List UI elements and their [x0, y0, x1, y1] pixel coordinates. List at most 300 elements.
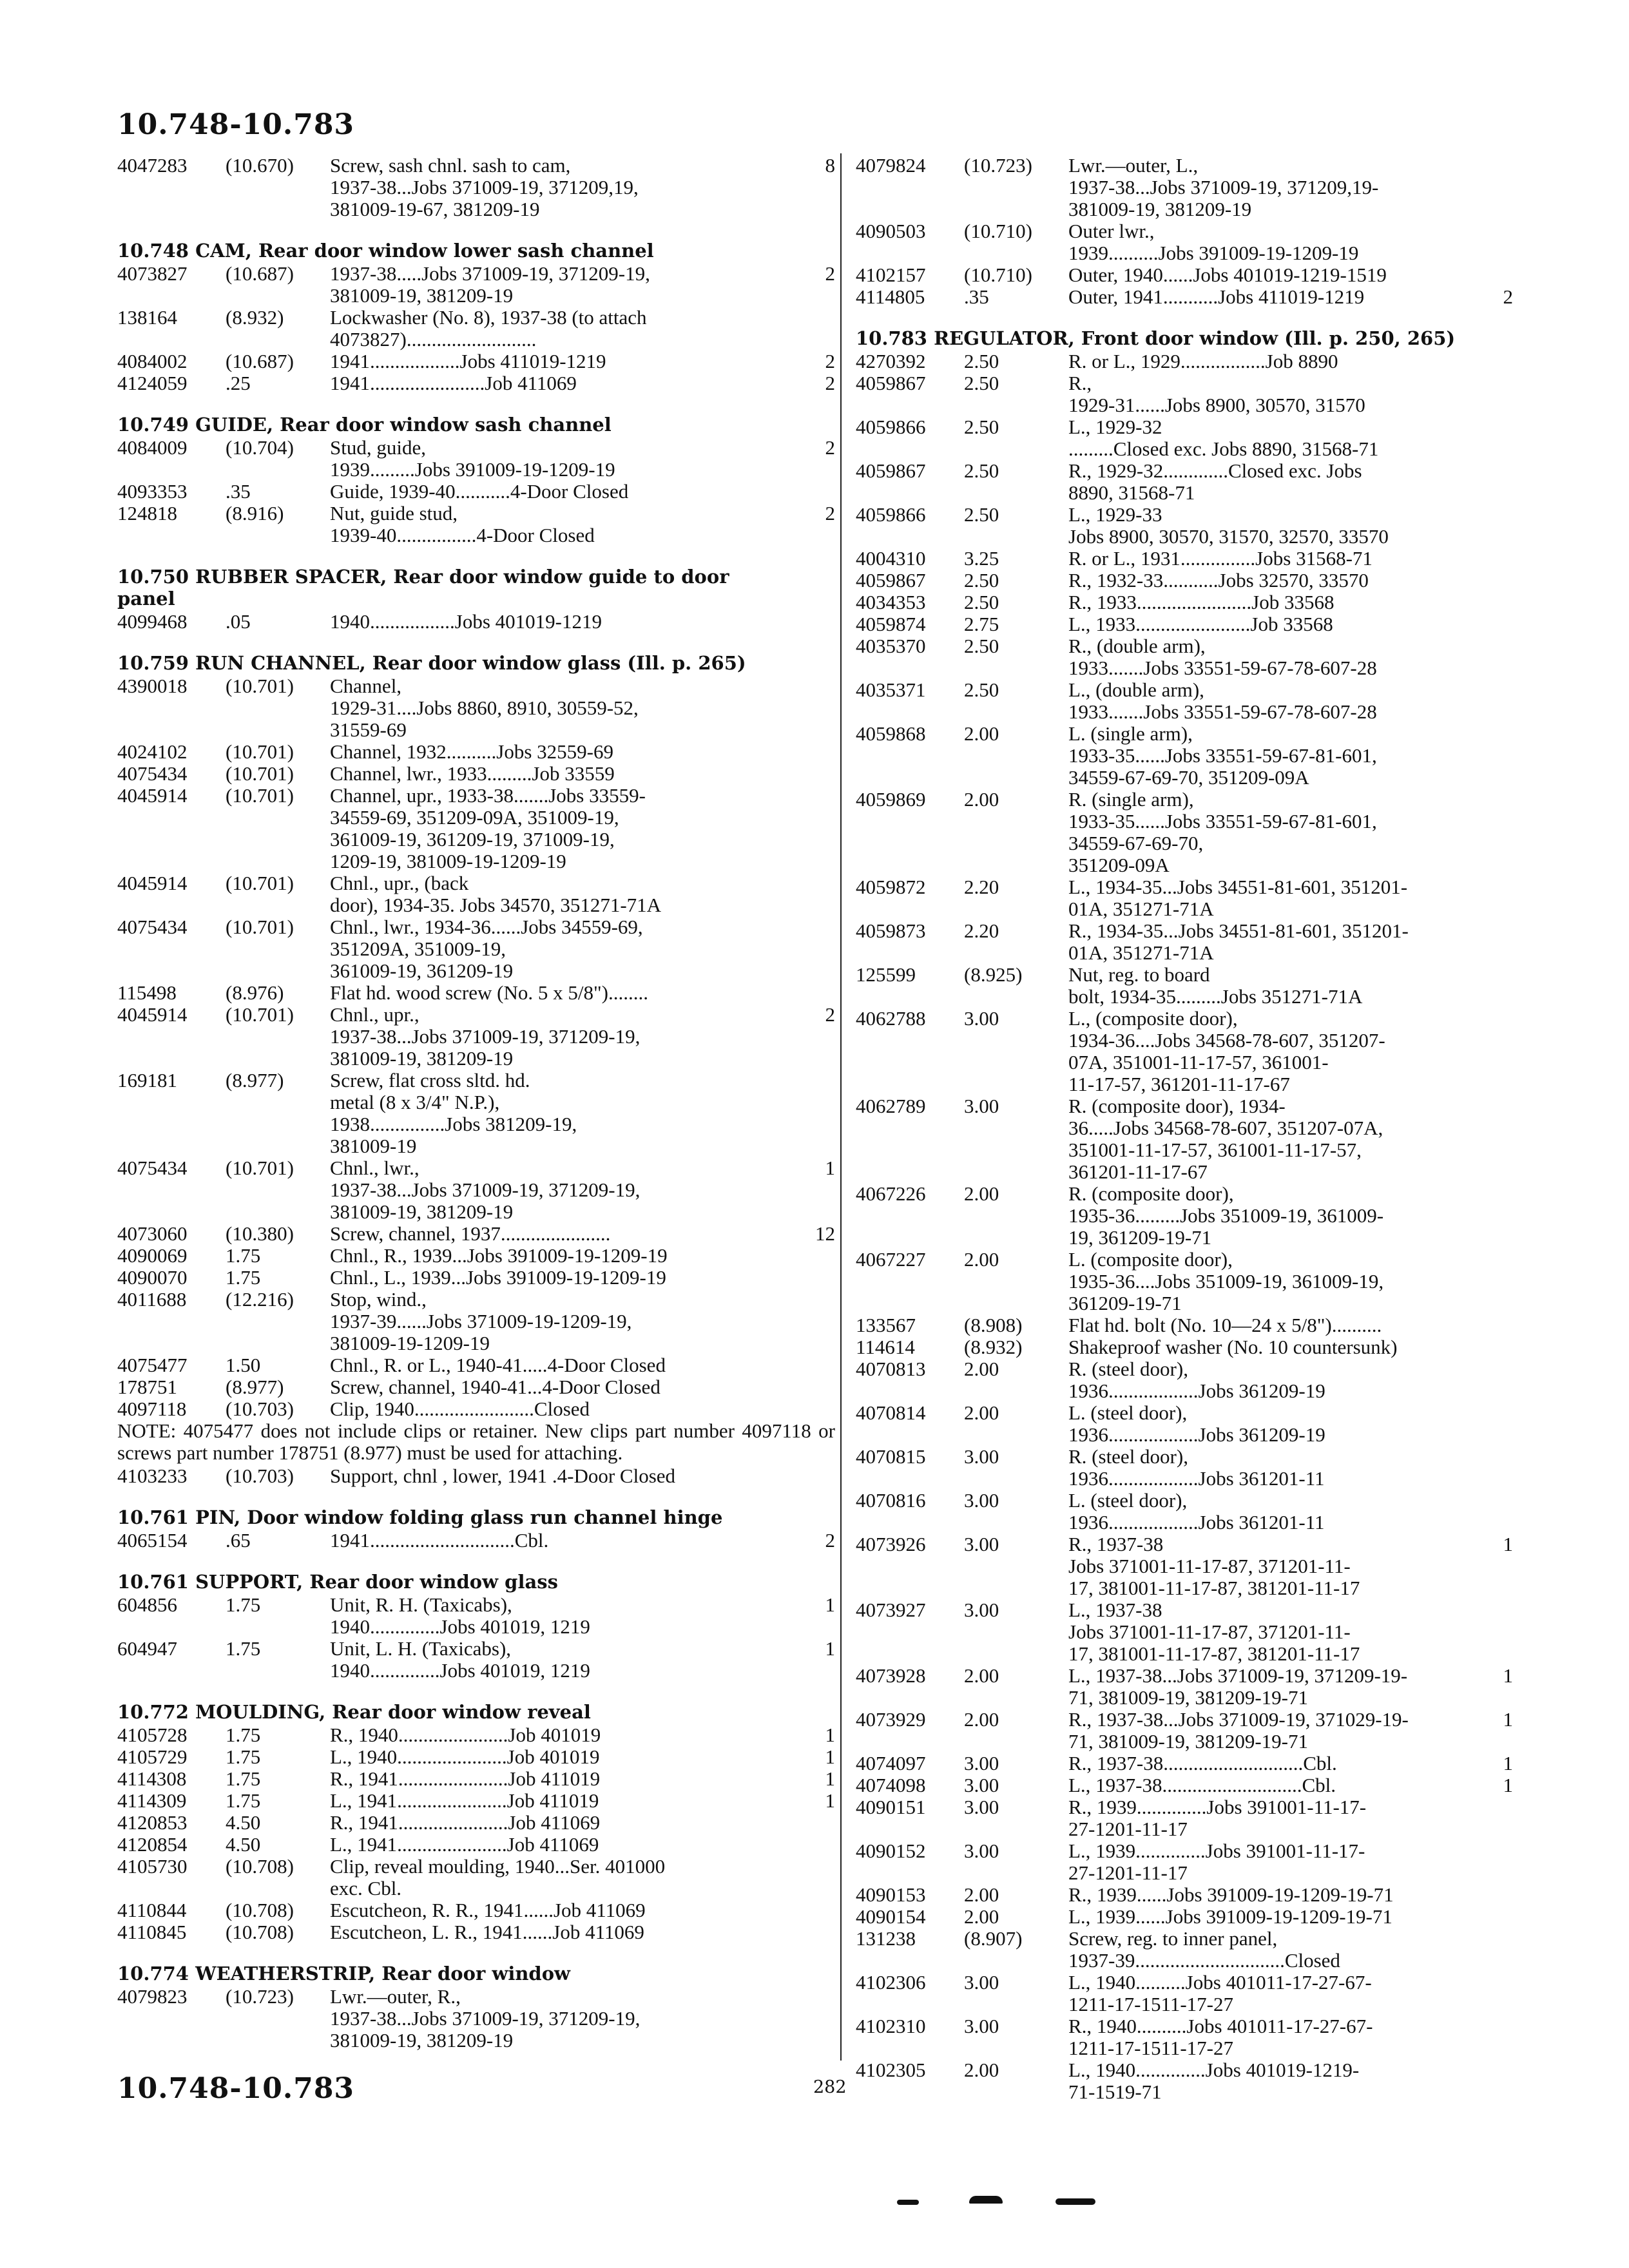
part-description: Outer lwr., 1939..........Jobs 391009-19-1209-19 — [1068, 220, 1359, 264]
part-entry — [856, 1533, 1513, 1599]
quantity — [1449, 1928, 1513, 1972]
quantity — [1449, 679, 1513, 723]
part-description: R., 1937-38 Jobs 371001-11-17-87, 371201-11- 17, 381001-11-17-87, 381201-11-17 — [1068, 1533, 1360, 1599]
price-or-ref: (10.701) — [226, 916, 294, 938]
part-entry — [856, 679, 1513, 723]
part-description: R., 1940......................Job 401019 — [330, 1724, 601, 1746]
part-number: 4105730 — [117, 1855, 188, 1878]
part-description: Escutcheon, L. R., 1941......Job 411069 — [330, 1921, 644, 1943]
part-entry — [117, 1812, 835, 1834]
quantity: 2 — [825, 1529, 835, 1552]
part-number: 4090070 — [117, 1266, 188, 1289]
quantity: 2 — [825, 436, 835, 459]
part-description: R., (double arm), 1933.......Jobs 33551-59-67-78-607-28 — [1068, 635, 1377, 679]
part-description: L., 1937-38...Jobs 371009-19, 371209-19- 71, 381009-19, 381209-19-71 — [1068, 1664, 1408, 1709]
part-entry — [856, 964, 1513, 1008]
part-entry — [117, 351, 835, 372]
part-description: R., 1934-35...Jobs 34551-81-601, 351201- 01A, 351271-71A — [1068, 919, 1409, 964]
part-entry — [856, 460, 1513, 504]
part-entry — [117, 1768, 835, 1790]
part-number: 4059866 — [856, 503, 926, 526]
part-entry — [856, 1008, 1513, 1095]
part-description: Escutcheon, R. R., 1941......Job 411069 — [330, 1899, 646, 1921]
scan-mark — [1055, 2198, 1095, 2205]
part-entry — [117, 916, 835, 982]
part-entry — [856, 1884, 1513, 1906]
price-or-ref: (8.908) — [964, 1314, 1023, 1336]
part-number: 4035371 — [856, 678, 926, 701]
part-number: 4062789 — [856, 1095, 926, 1117]
quantity — [799, 1986, 835, 2052]
catalog-section — [117, 1506, 835, 1552]
part-entry — [856, 1402, 1513, 1446]
price-or-ref: 1.75 — [226, 1745, 261, 1768]
price-or-ref: 2.00 — [964, 1883, 999, 1906]
quantity — [1449, 1840, 1513, 1884]
quantity — [1449, 1402, 1513, 1446]
part-description: Screw, sash chnl. sash to cam, 1937-38...Jobs 371009-19, 371209,19, 381009-19-67, 381209-19 — [330, 154, 639, 220]
price-or-ref: (12.216) — [226, 1288, 294, 1311]
price-or-ref: 1.75 — [226, 1637, 261, 1660]
part-description: L., 1941......................Job 411069 — [330, 1833, 599, 1856]
part-number: 4097118 — [117, 1398, 187, 1420]
part-entry — [117, 503, 835, 546]
part-entry — [117, 372, 835, 394]
quantity: 1 — [1503, 1708, 1513, 1731]
part-number: 4073927 — [856, 1599, 926, 1621]
quantity — [1449, 460, 1513, 504]
part-entry — [856, 1336, 1513, 1358]
part-entry — [117, 307, 835, 351]
part-description: R., 1929-32.............Closed exc. Jobs 8890, 31568-71 — [1068, 459, 1362, 504]
part-number: 4390018 — [117, 675, 188, 697]
price-or-ref: (10.701) — [226, 740, 294, 763]
part-description: Channel, upr., 1933-38.......Jobs 33559- 34559-69, 351209-09A, 351009-19, 361009-19, 361209-19, 371009-19, 1209-19, 381009-19-1209-19 — [330, 784, 646, 872]
price-or-ref: (10.701) — [226, 784, 294, 807]
quantity — [799, 1812, 835, 1834]
part-entry — [856, 876, 1513, 920]
part-description: Screw, flat cross sltd. hd. metal (8 x 3/4" N.P.), 1938...............Jobs 381209-19, 381009-19 — [330, 1069, 577, 1157]
part-number: 4114309 — [117, 1789, 187, 1812]
part-description: Nut, guide stud, 1939-40................4-Door Closed — [330, 502, 595, 546]
part-number: 4065154 — [117, 1529, 188, 1552]
section-heading: 10.750 RUBBER SPACER, Rear door window guide to door panel — [117, 566, 729, 610]
part-number: 4084009 — [117, 436, 188, 459]
part-entry — [856, 591, 1513, 613]
price-or-ref: (8.976) — [226, 981, 284, 1004]
part-number: 4079823 — [117, 1985, 188, 2008]
part-number: 4093353 — [117, 480, 188, 503]
part-number: 4045914 — [117, 1003, 188, 1026]
quantity: 2 — [825, 1003, 835, 1026]
quantity: 1 — [1503, 1533, 1513, 1555]
price-or-ref: 2.20 — [964, 876, 999, 898]
part-number: 4035370 — [856, 635, 926, 657]
price-or-ref: 2.50 — [964, 416, 999, 438]
part-number: 131238 — [856, 1927, 916, 1950]
part-description: Screw, channel, 1940-41...4-Door Closed — [330, 1376, 660, 1398]
part-entry — [856, 1709, 1513, 1753]
part-number: 4059874 — [856, 613, 926, 635]
quantity — [1449, 1599, 1513, 1665]
part-description: Channel, lwr., 1933.........Job 33559 — [330, 762, 615, 785]
quantity — [1449, 2059, 1513, 2103]
part-description: Chnl., R. or L., 1940-41.....4-Door Closed — [330, 1354, 666, 1376]
quantity — [1449, 1446, 1513, 1490]
price-or-ref: .25 — [226, 372, 251, 394]
part-description: L., 1939......Jobs 391009-19-1209-19-71 — [1068, 1905, 1393, 1928]
quantity — [799, 1834, 835, 1856]
part-description: R., 1939..............Jobs 391001-11-17- 27-1201-11-17 — [1068, 1796, 1367, 1840]
quantity — [1449, 1358, 1513, 1402]
price-or-ref: 1.75 — [226, 1767, 261, 1790]
part-description: R. or L., 1929.................Job 8890 — [1068, 350, 1338, 372]
quantity — [799, 1465, 835, 1487]
price-or-ref: 2.00 — [964, 722, 999, 745]
part-number: 133567 — [856, 1314, 916, 1336]
part-entry — [856, 1840, 1513, 1884]
quantity — [799, 1398, 835, 1420]
quantity: 2 — [1503, 285, 1513, 308]
part-number: 604947 — [117, 1637, 177, 1660]
part-number: 4070815 — [856, 1445, 926, 1468]
part-number: 4004310 — [856, 547, 926, 570]
part-entry — [117, 982, 835, 1004]
quantity: 1 — [825, 1724, 835, 1746]
part-number: 4059873 — [856, 919, 926, 942]
part-entry — [117, 1986, 835, 2052]
quantity: 2 — [825, 502, 835, 524]
part-description: L. (single arm), 1933-35......Jobs 33551-59-67-81-601, 34559-67-69-70, 351209-09A — [1068, 722, 1377, 789]
part-entry — [856, 1249, 1513, 1314]
part-description: Chnl., upr., (back door), 1934-35. Jobs 34570, 351271-71A — [330, 872, 662, 916]
section-heading: 10.748 CAM, Rear door window lower sash channel — [117, 240, 654, 262]
quantity: 1 — [825, 1789, 835, 1812]
price-or-ref: 1.50 — [226, 1354, 261, 1376]
part-entry — [117, 1004, 835, 1070]
part-description: L. (steel door), 1936..................Jobs 361209-19 — [1068, 1401, 1325, 1446]
part-description: R. (composite door), 1934- 36.....Jobs 34568-78-607, 351207-07A, 351001-11-17-57, 361001-11-17-57, 361201-11-17-67 — [1068, 1095, 1383, 1183]
part-description: R. (steel door), 1936..................Jobs 361201-11 — [1068, 1445, 1325, 1490]
part-number: 4073827 — [117, 262, 188, 285]
quantity — [1449, 1796, 1513, 1840]
part-number: 4070813 — [856, 1358, 926, 1380]
quantity — [1449, 591, 1513, 613]
part-description: Shakeproof washer (No. 10 countersunk) — [1068, 1336, 1398, 1358]
price-or-ref: 2.75 — [964, 613, 999, 635]
part-entry — [856, 635, 1513, 679]
part-number: 125599 — [856, 963, 916, 986]
quantity: 2 — [825, 262, 835, 285]
section-heading: 10.761 SUPPORT, Rear door window glass — [117, 1571, 558, 1593]
part-entry — [117, 1790, 835, 1812]
quantity — [1449, 613, 1513, 635]
scan-mark — [897, 2200, 919, 2205]
part-description: 1937-38.....Jobs 371009-19, 371209-19, 381009-19, 381209-19 — [330, 262, 650, 307]
part-description: L., 1940......................Job 401019 — [330, 1745, 600, 1768]
quantity — [1449, 1095, 1513, 1183]
part-description: L., 1934-35...Jobs 34551-81-601, 351201- 01A, 351271-71A — [1068, 876, 1408, 920]
part-number: 4059868 — [856, 722, 926, 745]
part-description: L., 1929-33 Jobs 8900, 30570, 31570, 32570, 33570 — [1068, 503, 1389, 548]
part-number: 4102306 — [856, 1971, 926, 1994]
part-number: 169181 — [117, 1069, 177, 1091]
part-number: 4059867 — [856, 569, 926, 591]
quantity — [1449, 264, 1513, 286]
part-description: Lwr.—outer, R., 1937-38...Jobs 371009-19, 371209-19, 381009-19, 381209-19 — [330, 1985, 641, 2052]
price-or-ref: .35 — [226, 480, 251, 503]
quantity: 1 — [825, 1767, 835, 1790]
price-or-ref: (10.701) — [226, 1157, 294, 1179]
page-footer: 10.748-10.783 — [117, 2072, 355, 2105]
part-entry — [117, 1157, 835, 1223]
part-entry — [856, 1928, 1513, 1972]
price-or-ref: (10.380) — [226, 1222, 294, 1245]
price-or-ref: 2.00 — [964, 1401, 999, 1424]
part-number: 4067227 — [856, 1248, 926, 1271]
quantity — [1449, 1008, 1513, 1095]
quantity: 1 — [1503, 1752, 1513, 1774]
price-or-ref: 2.50 — [964, 350, 999, 372]
quantity — [1449, 416, 1513, 460]
part-entry — [856, 2059, 1513, 2103]
part-number: 4075434 — [117, 916, 188, 938]
part-number: 4105729 — [117, 1745, 188, 1768]
price-or-ref: (10.708) — [226, 1855, 294, 1878]
part-entry — [117, 1724, 835, 1746]
quantity — [799, 763, 835, 785]
part-description: 1941.............................Cbl. — [330, 1529, 549, 1552]
part-description: Chnl., R., 1939...Jobs 391009-19-1209-19 — [330, 1244, 668, 1267]
price-or-ref: 2.00 — [964, 2059, 999, 2081]
part-number: 4090154 — [856, 1905, 926, 1928]
section-heading: 10.772 MOULDING, Rear door window reveal — [117, 1701, 591, 1723]
part-description: R. (composite door), 1935-36.........Jobs 351009-19, 361009- 19, 361209-19-71 — [1068, 1182, 1384, 1249]
price-or-ref: .05 — [226, 610, 251, 633]
part-entry — [856, 789, 1513, 876]
part-description: L., 1940..........Jobs 401011-17-27-67- 1211-17-1511-17-27 — [1068, 1971, 1372, 2015]
price-or-ref: (8.977) — [226, 1376, 284, 1398]
part-description: Flat hd. wood screw (No. 5 x 5/8")........ — [330, 981, 648, 1004]
quantity — [1449, 789, 1513, 876]
quantity — [799, 307, 835, 351]
page-number: 282 — [813, 2077, 847, 2097]
quantity — [799, 1921, 835, 1943]
part-description: L., 1940..............Jobs 401019-1219- 71-1519-71 — [1068, 2059, 1360, 2103]
quantity — [1449, 1314, 1513, 1336]
quantity — [1449, 1183, 1513, 1249]
part-description: Chnl., upr., 1937-38...Jobs 371009-19, 371209-19, 381009-19, 381209-19 — [330, 1003, 641, 1070]
part-description: 1940.................Jobs 401019-1219 — [330, 610, 602, 633]
part-number: 4110844 — [117, 1899, 187, 1921]
part-description: L. (composite door), 1935-36....Jobs 351009-19, 361009-19, 361209-19-71 — [1068, 1248, 1384, 1314]
part-description: L., 1933.......................Job 33568 — [1068, 613, 1333, 635]
part-description: L., (composite door), 1934-36....Jobs 34568-78-607, 351207- 07A, 351001-11-17-57, 361001- 11-17-57, 361201-11-17-67 — [1068, 1007, 1385, 1095]
price-or-ref: 3.00 — [964, 1840, 999, 1862]
part-entry — [856, 548, 1513, 570]
quantity: 1 — [825, 1593, 835, 1616]
part-number: 4059867 — [856, 372, 926, 394]
catalog-section — [117, 652, 835, 1487]
price-or-ref: 2.00 — [964, 1248, 999, 1271]
part-number: 4067226 — [856, 1182, 926, 1205]
part-description: Clip, reveal moulding, 1940...Ser. 401000 exc. Cbl. — [330, 1855, 666, 1899]
part-number: 4034353 — [856, 591, 926, 613]
price-or-ref: (10.687) — [226, 262, 294, 285]
part-description: R. (single arm), 1933-35......Jobs 33551-59-67-81-601, 34559-67-69-70, 351209-09A — [1068, 788, 1377, 876]
price-or-ref: (10.701) — [226, 762, 294, 785]
price-or-ref: 3.00 — [964, 1752, 999, 1774]
price-or-ref: (8.977) — [226, 1069, 284, 1091]
part-entry — [117, 1899, 835, 1921]
part-description: Screw, reg. to inner panel, 1937-39..............................Closed — [1068, 1927, 1340, 1972]
part-entry — [856, 920, 1513, 964]
quantity — [799, 741, 835, 763]
part-entry — [117, 611, 835, 633]
catalog-section — [117, 414, 835, 546]
catalog-section — [117, 240, 835, 394]
part-number: 4047283 — [117, 154, 188, 177]
quantity — [1449, 155, 1513, 220]
price-or-ref: .35 — [964, 285, 989, 308]
part-description: Unit, R. H. (Taxicabs), 1940..............Jobs 401019, 1219 — [330, 1593, 590, 1638]
scan-mark — [969, 2196, 1003, 2204]
part-entry — [856, 155, 1513, 220]
part-number: 4073929 — [856, 1708, 926, 1731]
part-entry — [117, 481, 835, 503]
quantity — [799, 872, 835, 916]
part-number: 4120854 — [117, 1833, 188, 1856]
quantity — [799, 1856, 835, 1899]
part-entry — [856, 1906, 1513, 1928]
price-or-ref: 3.00 — [964, 1796, 999, 1818]
price-or-ref: .65 — [226, 1529, 251, 1552]
part-number: 4075477 — [117, 1354, 188, 1376]
catalog-section — [117, 1571, 835, 1682]
catalog-section — [856, 327, 1513, 2103]
quantity — [1449, 1490, 1513, 1533]
part-number: 4075434 — [117, 1157, 188, 1179]
part-description: Chnl., L., 1939...Jobs 391009-19-1209-19 — [330, 1266, 666, 1289]
price-or-ref: 2.50 — [964, 503, 999, 526]
part-description: 1941..................Jobs 411019-1219 — [330, 350, 606, 372]
price-or-ref: 2.00 — [964, 1708, 999, 1731]
part-description: Outer, 1940......Jobs 401019-1219-1519 — [1068, 264, 1387, 286]
part-entry — [117, 763, 835, 785]
part-number: 114614 — [856, 1336, 915, 1358]
part-entry — [117, 872, 835, 916]
part-description: Nut, reg. to board bolt, 1934-35.........Jobs 351271-71A — [1068, 963, 1363, 1008]
price-or-ref: (10.670) — [226, 154, 294, 177]
price-or-ref: (10.710) — [964, 220, 1032, 242]
part-entry — [856, 1599, 1513, 1665]
quantity — [799, 1267, 835, 1289]
part-number: 4090152 — [856, 1840, 926, 1862]
part-number: 4120853 — [117, 1811, 188, 1834]
section-heading: 10.783 REGULATOR, Front door window (Ill. p. 250, 265) — [856, 327, 1456, 349]
right-column — [856, 155, 1513, 2122]
part-entry — [856, 1446, 1513, 1490]
quantity: 1 — [825, 1157, 835, 1179]
part-description: L., 1941......................Job 411019 — [330, 1789, 599, 1812]
part-entry — [856, 416, 1513, 460]
price-or-ref: 2.00 — [964, 788, 999, 811]
price-or-ref: 3.00 — [964, 1445, 999, 1468]
part-entry — [117, 1354, 835, 1376]
part-number: 4090153 — [856, 1883, 926, 1906]
section-heading: 10.774 WEATHERSTRIP, Rear door window — [117, 1963, 571, 1984]
part-description: R., 1929-31......Jobs 8900, 30570, 31570 — [1068, 372, 1365, 416]
part-entry — [117, 1245, 835, 1267]
part-description: Chnl., lwr., 1937-38...Jobs 371009-19, 371209-19, 381009-19, 381209-19 — [330, 1157, 641, 1223]
part-number: 4090069 — [117, 1244, 188, 1267]
part-entry — [117, 263, 835, 307]
part-entry — [856, 264, 1513, 286]
quantity — [1449, 964, 1513, 1008]
price-or-ref: 2.50 — [964, 372, 999, 394]
part-description: R., 1941......................Job 411019 — [330, 1767, 601, 1790]
price-or-ref: (8.925) — [964, 963, 1023, 986]
part-number: 115498 — [117, 981, 177, 1004]
part-number: 4074098 — [856, 1774, 926, 1796]
quantity: 1 — [1503, 1664, 1513, 1687]
quantity — [1449, 548, 1513, 570]
part-description: L., (double arm), 1933.......Jobs 33551-59-67-78-607-28 — [1068, 678, 1377, 723]
price-or-ref: 1.75 — [226, 1244, 261, 1267]
part-entry — [856, 286, 1513, 308]
price-or-ref: (8.932) — [226, 306, 284, 329]
quantity — [1449, 570, 1513, 591]
price-or-ref: (10.723) — [226, 1985, 294, 2008]
part-entry — [117, 785, 835, 872]
part-entry — [117, 675, 835, 741]
part-description: Screw, channel, 1937...................... — [330, 1222, 611, 1245]
part-entry — [856, 570, 1513, 591]
price-or-ref: 2.00 — [964, 1358, 999, 1380]
part-entry — [856, 2015, 1513, 2059]
section-note: NOTE: 4075477 does not include clips or retainer. New clips part number 4097118 or screws part number 178751 (8.977) must be used for attaching. — [117, 1419, 835, 1464]
section-heading: 10.761 PIN, Door window folding glass run channel hinge — [117, 1506, 723, 1528]
section-heading: 10.759 RUN CHANNEL, Rear door window glass (Ill. p. 265) — [117, 652, 746, 674]
part-description: 1941.......................Job 411069 — [330, 372, 577, 394]
part-number: 4073060 — [117, 1222, 188, 1245]
quantity — [799, 785, 835, 872]
quantity: 12 — [815, 1222, 835, 1245]
part-number: 4102157 — [856, 264, 926, 286]
part-description: Channel, 1932..........Jobs 32559-69 — [330, 740, 614, 763]
price-or-ref: 3.00 — [964, 1599, 999, 1621]
part-number: 4011688 — [117, 1288, 187, 1311]
quantity — [799, 1376, 835, 1398]
part-number: 4024102 — [117, 740, 188, 763]
part-number: 4124059 — [117, 372, 188, 394]
quantity — [1449, 723, 1513, 789]
quantity — [1449, 1249, 1513, 1314]
part-entry — [117, 1223, 835, 1245]
part-entry — [856, 723, 1513, 789]
part-entry — [117, 1530, 835, 1552]
price-or-ref: 2.00 — [964, 1182, 999, 1205]
part-number: 4270392 — [856, 350, 926, 372]
part-number: 4045914 — [117, 784, 188, 807]
part-entry — [117, 1594, 835, 1638]
part-entry — [856, 220, 1513, 264]
part-entry — [117, 1376, 835, 1398]
part-description: R., 1940..........Jobs 401011-17-27-67- 1211-17-1511-17-27 — [1068, 2015, 1373, 2059]
part-description: Outer, 1941...........Jobs 411019-1219 — [1068, 285, 1365, 308]
catalog-section — [117, 155, 835, 220]
price-or-ref: 3.00 — [964, 1774, 999, 1796]
